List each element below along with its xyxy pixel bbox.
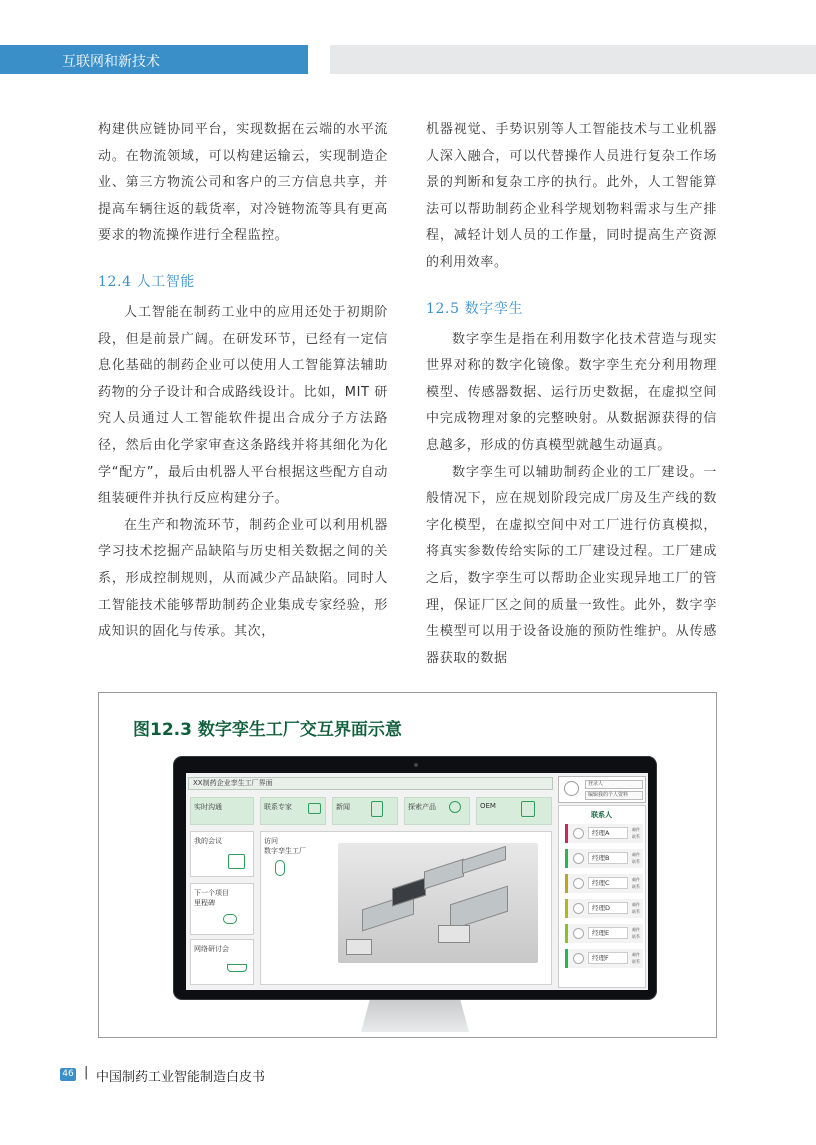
contact-row[interactable] bbox=[565, 949, 643, 968]
section-heading-digital-twin: 12.5 数字孪生 bbox=[426, 300, 524, 317]
header-grey-bar bbox=[330, 45, 816, 74]
graduation-cap-icon bbox=[227, 964, 247, 972]
calendar-icon bbox=[228, 854, 245, 869]
contact-row[interactable] bbox=[565, 874, 643, 893]
contact-name: 经理F bbox=[588, 952, 628, 964]
tile-oem[interactable] bbox=[476, 797, 552, 825]
contact-status-bar bbox=[565, 849, 568, 868]
page-number: 46 bbox=[60, 1068, 76, 1081]
left-paragraph-1: 构建供应链协同平台，实现数据在云端的水平流动。在物流领域，可以构建运输云，实现制造企业、第三方物流公司和客户的三方信息共享，并提高车辆往返的载货率，对冷链物流等具有更高要求的物流操作进行全程监控。 bbox=[98, 122, 388, 244]
tile-contact-expert[interactable] bbox=[260, 797, 326, 825]
production-line-machine bbox=[450, 886, 508, 931]
contact-status-bar bbox=[565, 899, 568, 918]
figure-title: 图12.3 数字孪生工厂交互界面示意 bbox=[133, 720, 402, 740]
right-paragraph-1: 机器视觉、手势识别等人工智能技术与工业机器人深入融合，可以代替操作人员进行复杂工作场景的判断和复杂工序的执行。此外，人工智能算法可以帮助制药企业科学规划物料需求与生产排程，减轻计划人员的工作量，同时提高生产资源的利用效率。 bbox=[426, 122, 717, 270]
monitor bbox=[173, 756, 657, 1000]
contact-actions[interactable]: 邮件 联系 bbox=[632, 952, 640, 964]
contact-status-bar bbox=[565, 924, 568, 943]
contact-name: 经理D bbox=[588, 902, 628, 914]
tile-next-milestone[interactable] bbox=[190, 883, 254, 935]
contact-name: 经理B bbox=[588, 852, 628, 864]
tile-label: 探索产品 bbox=[408, 803, 436, 811]
right-paragraph-3: 数字孪生可以辅助制药企业的工厂建设。一般情况下，应在规划阶段完成厂房及生产线的数字化模型，在虚拟空间中对工厂进行仿真模拟，将真实参数传给实际的工厂建设过程。工厂建成之后，数字孪生可以帮助企业实现异地工厂的管理，保证厂区之间的质量一致性。此外，数字孪生模型可以用于设备设施的预防性维护。从传感器获取的数据 bbox=[426, 464, 717, 666]
lightbulb-icon bbox=[449, 801, 461, 813]
contact-avatar bbox=[573, 853, 584, 864]
contact-actions[interactable]: 邮件 联系 bbox=[632, 902, 640, 914]
left-paragraph-2: 人工智能在制药工业中的应用还处于初期阶段，但是前景广阔。在研发环节，已经有一定信息化基础的制药企业可以使用人工智能算法辅助药物的分子设计和合成路线设计。比如，MIT 研究人员通过人工智能软件提出合成分子方法路径，然后由化学家审查这条路线并将其细化为化学“配方”，最后由机器人平台根据这些配方自动组装硬件并执行反应构建分子。 bbox=[98, 304, 388, 507]
contact-avatar bbox=[573, 878, 584, 889]
contact-status-bar bbox=[565, 949, 568, 968]
contact-name: 经理C bbox=[588, 877, 628, 889]
avatar[interactable] bbox=[564, 781, 579, 796]
contact-actions[interactable]: 邮件 联系 bbox=[632, 852, 640, 864]
document-icon bbox=[371, 801, 383, 817]
tile-label: 我的会议 bbox=[194, 837, 222, 845]
tile-webinar[interactable] bbox=[190, 939, 254, 985]
contact-actions[interactable]: 邮件 联系 bbox=[632, 927, 640, 939]
tile-label: 里程碑 bbox=[194, 899, 215, 907]
contact-actions[interactable]: 邮件 联系 bbox=[632, 827, 640, 839]
webcam-icon bbox=[414, 763, 418, 767]
tile-label: 联系专家 bbox=[264, 803, 292, 811]
contact-status-bar bbox=[565, 824, 568, 843]
tile-label: 下一个项目 bbox=[194, 889, 229, 897]
contact-actions[interactable]: 邮件 联系 bbox=[632, 877, 640, 889]
tile-label: 新闻 bbox=[336, 803, 350, 811]
factory-3d-render[interactable] bbox=[338, 843, 538, 963]
left-paragraph-3: 在生产和物流环节，制药企业可以利用机器学习技术挖掘产品缺陷与历史相关数据之间的关系，形成控制规则，从而减少产品缺陷。同时人工智能技术能够帮助制药企业集成专家经验，形成知识的固化与传承。其次， bbox=[98, 517, 388, 640]
contact-row[interactable] bbox=[565, 849, 643, 868]
tile-label: 网络研讨会 bbox=[194, 945, 229, 953]
link-icon bbox=[223, 914, 237, 924]
contact-name: 经理A bbox=[588, 827, 628, 839]
tile-realtime-chat[interactable] bbox=[190, 797, 254, 825]
contact-avatar bbox=[573, 953, 584, 964]
section-heading-ai: 12.4 人工智能 bbox=[98, 273, 196, 290]
screen bbox=[186, 773, 648, 990]
tile-my-meetings[interactable] bbox=[190, 831, 254, 877]
contact-avatar bbox=[573, 928, 584, 939]
contact-avatar bbox=[573, 828, 584, 839]
contacts-panel bbox=[558, 805, 646, 988]
tile-label: 数字孪生工厂 bbox=[264, 847, 306, 855]
contacts-title: 联系人 bbox=[591, 811, 612, 819]
contact-name: 经理E bbox=[588, 927, 628, 939]
tile-explore-products[interactable] bbox=[404, 797, 470, 825]
left-column bbox=[98, 117, 388, 646]
tile-label: 访问 bbox=[264, 837, 278, 845]
tile-label: 实时沟通 bbox=[194, 803, 222, 811]
right-paragraph-2: 数字孪生是指在利用数字化技术营造与现实世界对称的数字化镜像。数字孪生充分利用物理模型、传感器数据、运行历史数据，在虚拟空间中完成物理对象的完整映射。从数据源获得的信息越多，形成的仿真模型就越生动逼真。 bbox=[426, 331, 717, 453]
tile-news[interactable] bbox=[332, 797, 398, 825]
workstation bbox=[438, 925, 470, 943]
production-line-machine bbox=[424, 859, 464, 890]
mouse-icon bbox=[275, 860, 285, 876]
chat-icon bbox=[308, 803, 321, 814]
monitor-stand bbox=[361, 1000, 469, 1032]
edit-profile-link[interactable]: 编辑我的个人资料 bbox=[585, 791, 643, 800]
contact-row[interactable] bbox=[565, 899, 643, 918]
contact-row[interactable] bbox=[565, 824, 643, 843]
right-column bbox=[426, 117, 717, 672]
user-panel[interactable] bbox=[558, 776, 646, 803]
section-title: 互联网和新技术 bbox=[62, 54, 160, 70]
contact-status-bar bbox=[565, 874, 568, 893]
figure-box bbox=[98, 692, 717, 1038]
search-doc-icon bbox=[521, 801, 535, 817]
production-line-machine bbox=[462, 846, 506, 874]
contact-avatar bbox=[573, 903, 584, 914]
footer-separator: | bbox=[84, 1065, 89, 1080]
contact-row[interactable] bbox=[565, 924, 643, 943]
user-name-field[interactable]: 登录人 bbox=[585, 780, 643, 789]
book-title: 中国制药工业智能制造白皮书 bbox=[96, 1070, 266, 1085]
app-title-bar: XX制药企业孪生工厂界面 bbox=[188, 777, 553, 790]
workstation bbox=[346, 939, 372, 955]
tile-label: OEM bbox=[480, 802, 496, 810]
